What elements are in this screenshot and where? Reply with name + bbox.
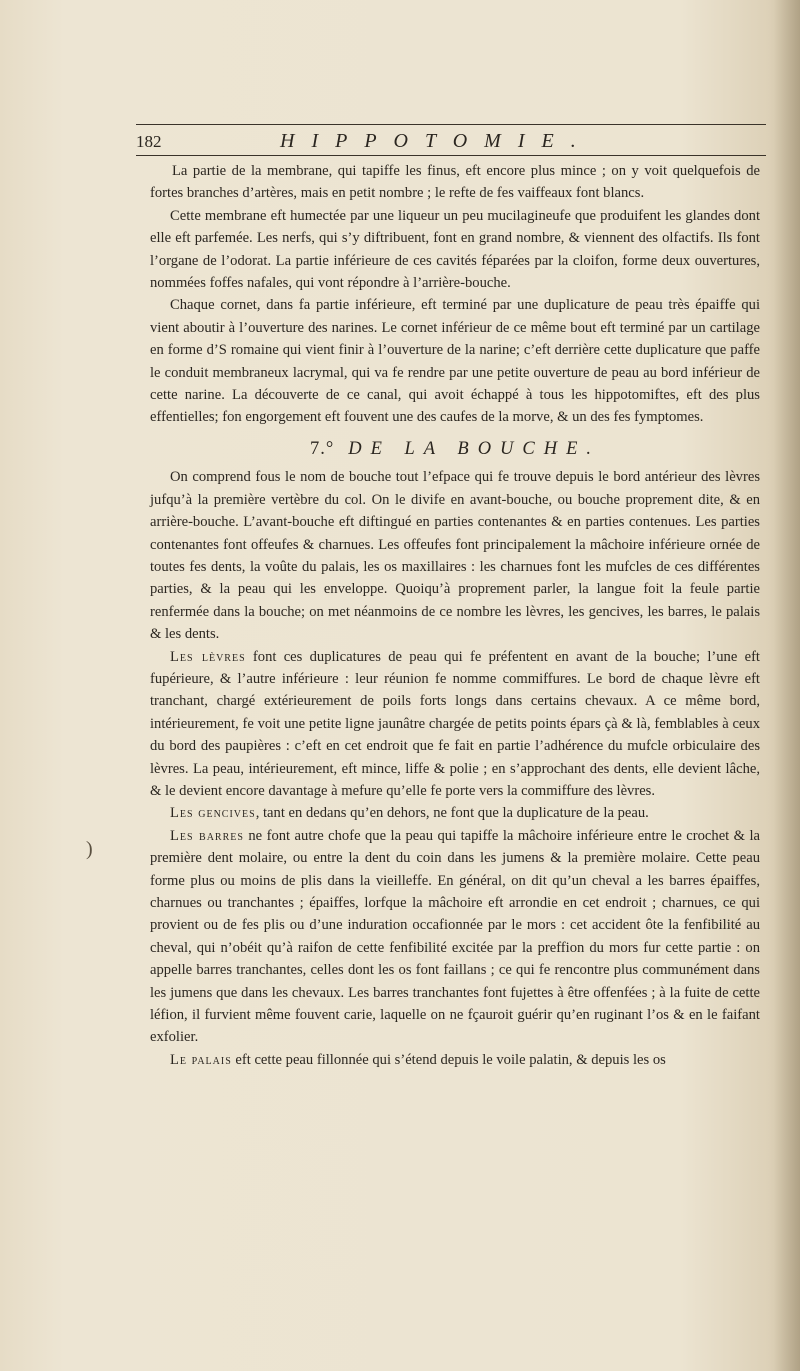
paragraph-gencives-text: , tant en dedans qu’en dehors, ne font que la duplicature de la peau. <box>255 805 649 822</box>
section-heading <box>150 438 760 460</box>
paragraph-palais-text: eft cette peau fillonnée qui s’étend depuis le voile palatin, & depuis les os <box>231 1051 666 1068</box>
section-title: DE LA BOUCHE. <box>348 438 601 459</box>
paragraph-palais <box>150 1049 760 1071</box>
running-title: HIPPOTOMIE. <box>280 130 593 152</box>
paragraph-sinus-membrane: La partie de la membrane, qui tapiffe les finus, eft encore plus mince ; on y voit quelquefois de fortes branches d’artères, mais en petit nombre ; le refte de fes vaiffeaux font blancs. <box>150 163 760 202</box>
term-barres: Les barres <box>170 827 244 844</box>
term-palais: Le palais <box>170 1051 232 1068</box>
paragraph-membrane-glands: Cette membrane eft humectée par une liqueur un peu mucilagineufe que produifent les glandes dont elle eft parfemée. Les nerfs, qui s’y diftribuent, font en grand nombre, & viennent des olfactifs. Ils font l’organe de l’odorat. La partie inférieure de ces cavités féparées par la cloifon, forme deux ouvertures, nommées foffes nafales, qui vont répondre à l’arrière-bouche. <box>150 207 760 292</box>
main-text <box>150 160 760 1071</box>
term-gencives: Les gencives <box>170 805 256 822</box>
paragraph-levres-text: font ces duplicatures de peau qui fe préfentent en avant de la bouche; l’une eft fupérieure, & l’autre inférieure : leur réunion fe nomme commiffures. Le bord de chaque lèvre eft tranchant, chargé extérieurement de poils forts longs dans certains chevaux. A ce même bord, intérieurement, fe voit une petite ligne jaunâtre chargée de petits points épars çà & là, femblables à ceux du bord des paupières : c’eft en cet endroit que fe fait en partie l’adhérence du mufcle orbiculaire des lèvres. La peau, intérieurement, eft mince, liffe & polie ; en s’approchant des dents, elle devient lâche, & le devient encore davantage à mefure qu’elle fe porte vers la commiffure des lèvres. <box>150 648 760 799</box>
paragraph-barres <box>150 825 760 1049</box>
paragraph-levres <box>150 646 760 803</box>
paragraph-bouche: On comprend fous le nom de bouche tout l’efpace qui fe trouve depuis le bord antérieur des lèvres jufqu’à la première vertèbre du col. On le divife en avant-bouche, ou bouche proprement dite, & en arrière-bouche. L’avant-bouche eft diftingué en parties contenantes & en parties contenues. Les parties contenantes font offeufes & charnues. Les offeufes font principalement la mâchoire inférieure ornée de toutes fes dents, la voûte du palais, les os maxillaires : les charnues font les mufcles de ces différentes parties, & la peau qui les enveloppe. Quoiqu’à proprement parler, la langue foit la feule partie renfermée dans la bouche; on met néanmoins de ce nombre les lèvres, les gencives, les barres, le palais & les dents. <box>150 469 760 643</box>
section-number: 7.° <box>309 438 335 459</box>
margin-mark: ) <box>86 838 93 860</box>
term-levres: Les lèvres <box>170 648 246 665</box>
paragraph-cornet: Chaque cornet, dans fa partie inférieure, eft terminé par une duplicature de peau très épaiffe qui vient aboutir à l’ouverture des narines. Le cornet inférieur de ce même bout eft terminé par un cartilage en forme d’S romaine qui vient finir à l’ouverture de la narine; c’eft derrière cette duplicature que paffe le conduit membraneux lacrymal, qui va fe rendre par une petite ouverture de peau au bord inférieur de cette narine. La découverte de ce canal, qui avoit échappé à tous les hippotomiftes, eft des plus effentielles; fon engorgement eft fouvent une des caufes de la morve, & un des fes fymptomes. <box>150 297 760 426</box>
page-number: 182 <box>136 132 162 151</box>
header-rule-bottom <box>136 155 766 156</box>
running-header <box>136 126 766 152</box>
spine-shadow <box>774 0 800 1371</box>
header-rule-top <box>136 124 766 125</box>
paragraph-gencives <box>150 802 760 824</box>
paragraph-barres-text: ne font autre chofe que la peau qui tapiffe la mâchoire inférieure entre le crochet & la première dent molaire, ou entre la dent du coin dans les jumens & la première molaire. Cette peau forme plus ou moins de plis dans la vieilleffe. En général, on dit qu’un cheval a les barres épaiffes, charnues ou tranchantes ; épaiffes, lorfque la mâchoire eft arrondie en cet endroit ; charnues, ce qui provient ou de fes plis ou d’une induration occafionnée par le mors : cet accident ôte la fenfibilité au cheval, qui n’obéit qu’à raifon de cette fenfibilité excitée par la preffion du mors fur cette partie : on appelle barres tranchantes, celles dont les os font faillans ; ce qui fe rencontre plus communément dans les jumens que dans les chevaux. Les barres tranchantes font fujettes à être offenfées ; à la fuite de cette léfion, il furvient même fouvent carie, laquelle on ne fçauroit guérir qu’en ruginant l’os & en le faifant exfolier. <box>150 827 760 1046</box>
